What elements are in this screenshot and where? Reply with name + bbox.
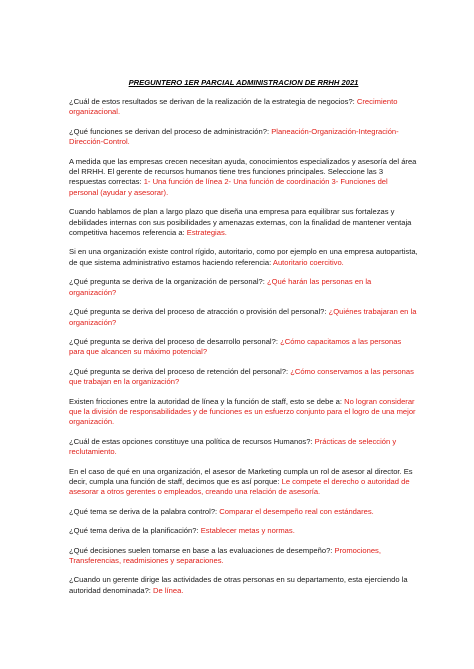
question-text: ¿Cuál de estos resultados se derivan de la realización de la estrategia de negocios?: [69,97,357,106]
question-text: ¿Qué pregunta se deriva del proceso de retención del personal?: [69,366,291,376]
question-text: ¿Qué funciones se derivan del proceso de administración?: [69,126,272,136]
question-text: ¿Cuando un gerente dirige las actividades de otras personas en su departamento, esta ejerciendo la autoridad denominada?: [69,575,408,595]
question-text: Si en una organización existe control rígido, autoritario, como por ejemplo en una empresa autopartista, de que sistema administrativo estamos haciendo referencia: [69,247,418,267]
qa-item [69,507,418,517]
answer-text: Autoritario coercitivo. [272,257,344,267]
answer-text: Estrategias. [186,228,227,238]
question-text: ¿Cuál de estas opciones constituye una política de recursos Humanos?: [69,436,315,446]
question-text: En el caso de qué en una organización, el asesor de Marketing cumpla un rol de asesor al director. Es decir, cumpla una función de staff, decimos que es así porque: [69,466,413,486]
question-text: Cuando hablamos de plan a largo plazo que diseña una empresa para equilibrar sus fortalezas y debilidades internas con sus posibilidades y amenazas externas, con la finalidad de mantener ventaja competitiva hacemos referencia a: [69,207,412,238]
qa-item [69,97,418,118]
question-text: ¿Qué tema deriva de la planificación?: [69,526,201,536]
answer-text: ¿Qué harán las personas en la organización? [69,277,372,297]
question-text: ¿Qué tema se deriva de la palabra control?: [69,506,220,516]
document-title: PREGUNTERO 1ER PARCIAL ADMINISTRACION DE RRHH 2021 [128,78,359,87]
qa-item [69,307,418,328]
question-text: ¿Qué decisiones suelen tomarse en base a las evaluaciones de desempeño?: [69,545,335,555]
qa-item [69,397,418,428]
answer-text: Prácticas de selección y reclutamiento. [69,436,397,457]
qa-item [69,437,418,458]
question-text: A medida que las empresas crecen necesitan ayuda, conocimientos especializados y asesoría del área del RRHH. El gerente de recursos humanos tiene tres funciones principales. Seleccione las 3 respuestas correctas: [69,156,417,187]
question-text: Existen fricciones entre la autoridad de línea y la función de staff, esto se debe a: [69,396,345,406]
answer-text: Crecimiento organizacional. [69,97,398,117]
answer-text: 1- Una función de línea 2- Una función de coordinación 3- Funciones del personal (ayudar y asesorar). [69,177,388,197]
answer-text: Promociones, Transferencias, readmisiones y separaciones. [69,545,381,565]
qa-item [69,367,418,388]
answer-text: Comparar el desempeño real con estándares. [219,506,374,516]
answer-text: ¿Cómo capacitamos a las personas para que alcancen su máximo potencial? [69,336,402,357]
qa-item [69,575,418,596]
qa-item [69,207,418,238]
qa-item [69,127,418,148]
qa-item [69,467,418,498]
qa-item [69,526,418,536]
question-text: ¿Qué pregunta se deriva del proceso de atracción o provisión del personal?: [69,307,329,317]
qa-item [69,157,418,199]
answer-text: De línea. [153,585,184,595]
answer-text: ¿Cómo conservamos a las personas que trabajan en la organización? [69,366,414,387]
qa-item [69,277,418,298]
qa-item [69,546,418,567]
answer-text: Le compete el derecho o autoridad de asesorar a otros gerentes o empleados, creando una relación de asesoría. [69,476,410,497]
answer-text: Establecer metas y normas. [200,526,295,536]
qa-item [69,337,418,358]
answer-text: ¿Quiénes trabajaran en la organización? [69,307,417,327]
question-text: ¿Qué pregunta se deriva de la organización de personal?: [69,277,267,287]
question-text: ¿Qué pregunta se deriva del proceso de desarrollo personal?: [69,336,281,346]
answer-text: Planeación-Organización-Integración-Dirección-Control. [69,126,399,147]
answer-text: No logran considerar que la división de responsabilidades y de funciones es un esfuerzo conjunto para el logro de una mejor organización. [69,396,416,427]
qa-item [69,247,418,268]
